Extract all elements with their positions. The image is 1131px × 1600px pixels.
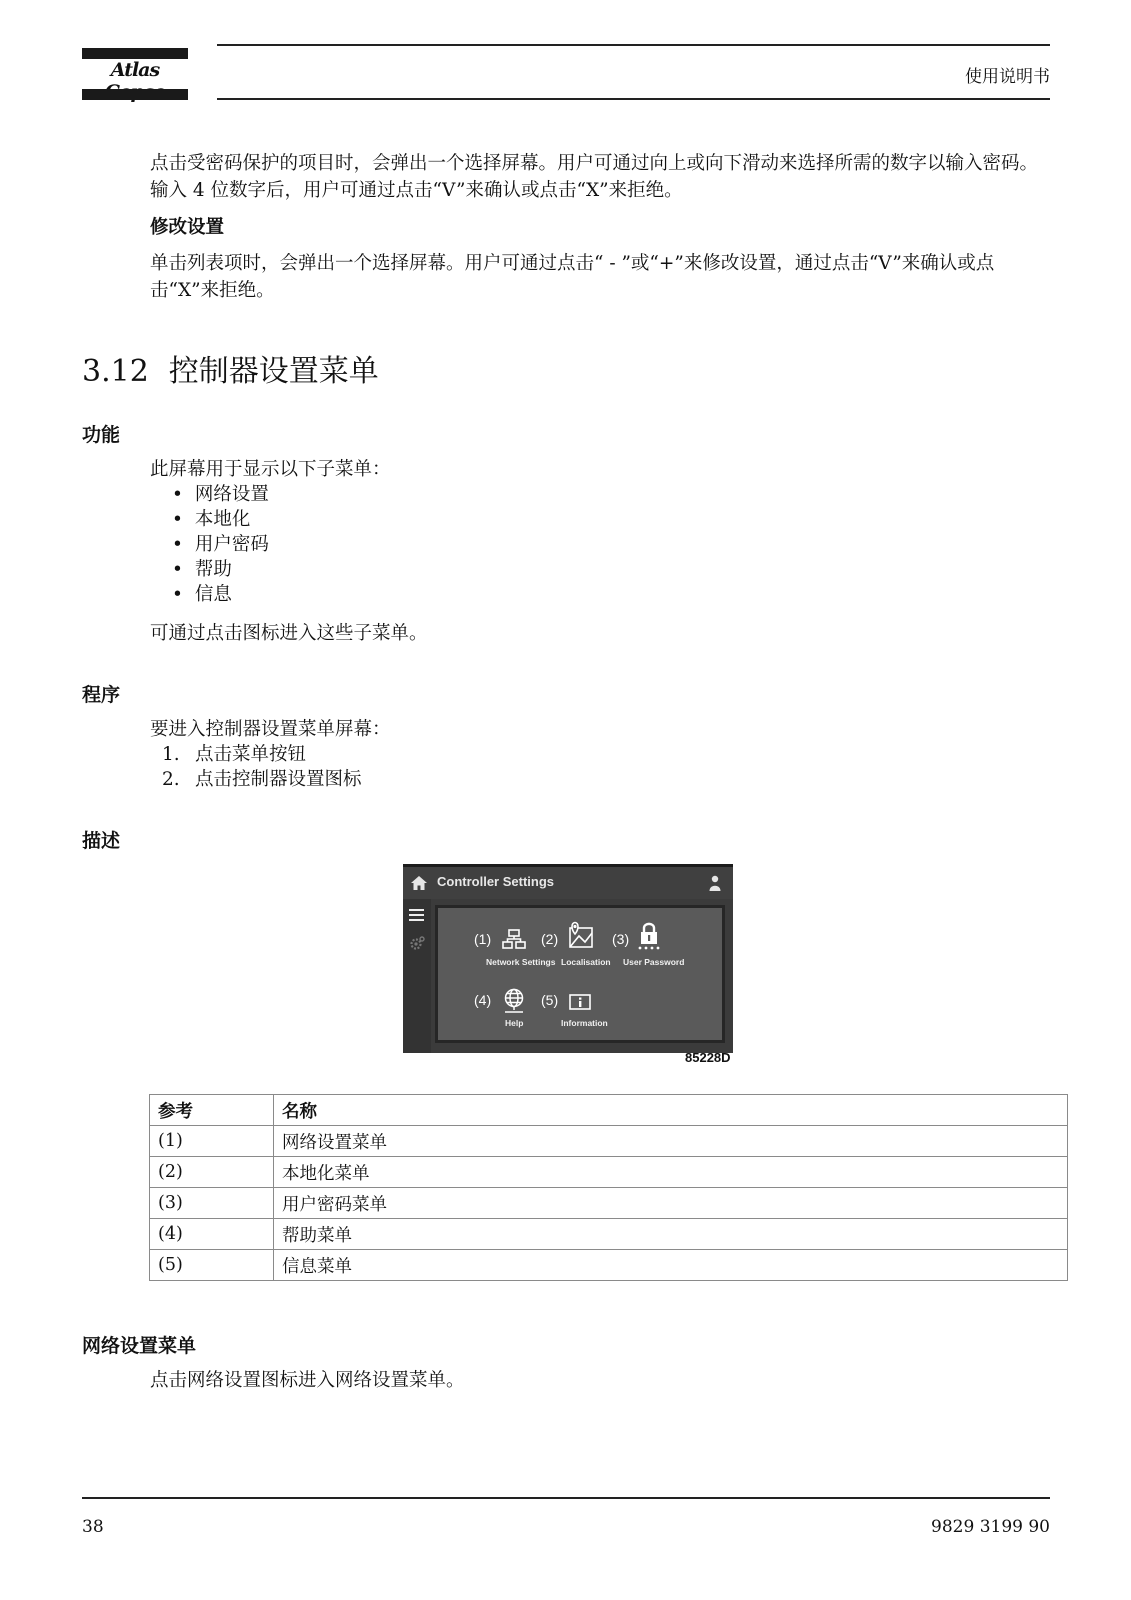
table-row xyxy=(150,1157,1068,1188)
ref-cell: (4) xyxy=(150,1219,274,1250)
item-label: Localisation xyxy=(561,957,611,967)
modify-settings-heading: 修改设置 xyxy=(150,217,225,238)
intro-paragraph-1: 点击受密码保护的项目时，会弹出一个选择屏幕。用户可通过向上或向下滑动来选择所需的数字以输入密码。输入 4 位数字后，用户可通过点击“V”来确认或点击“X”来拒绝。 xyxy=(150,153,1039,201)
figure-code: 85228D xyxy=(685,1050,731,1065)
table-row xyxy=(150,1219,1068,1250)
procedure-lead: 要进入控制器设置菜单屏幕： xyxy=(150,719,391,740)
map-pin-icon[interactable] xyxy=(568,921,594,949)
name-cell: 帮助菜单 xyxy=(274,1219,1068,1250)
item-number: (2) xyxy=(541,931,559,947)
function-note: 可通过点击图标进入这些子菜单。 xyxy=(150,623,428,644)
name-cell: 信息菜单 xyxy=(274,1250,1068,1281)
list-item: • 帮助 xyxy=(172,557,269,582)
item-label: User Password xyxy=(623,957,685,967)
description-heading: 描述 xyxy=(82,830,121,852)
table-row xyxy=(150,1250,1068,1281)
lock-icon[interactable] xyxy=(636,921,662,951)
ref-cell: (1) xyxy=(150,1126,274,1157)
step-text: 点击菜单按钮 xyxy=(195,744,307,765)
list-item: • 信息 xyxy=(172,582,269,607)
footer-rule xyxy=(82,1497,1050,1499)
ref-cell: (3) xyxy=(150,1188,274,1219)
section-number: 3.12 xyxy=(82,354,149,389)
screen-title-bar xyxy=(403,867,733,899)
procedure-heading: 程序 xyxy=(82,684,121,706)
info-icon[interactable] xyxy=(569,994,591,1010)
item-number: (4) xyxy=(474,992,492,1008)
document-number: 9829 3199 90 xyxy=(931,1517,1050,1537)
name-cell: 本地化菜单 xyxy=(274,1157,1068,1188)
name-cell: 用户密码菜单 xyxy=(274,1188,1068,1219)
settings-panel xyxy=(435,905,725,1043)
list-item xyxy=(162,767,362,792)
section-title-text: 控制器设置菜单 xyxy=(168,354,379,389)
item-number: (3) xyxy=(612,931,630,947)
intro-paragraph-2: 单击列表项时，会弹出一个选择屏幕。用户可通过点击“ - ”或“+”来修改设置，通过点击“V”来确认或点击“X”来拒绝。 xyxy=(150,253,995,301)
header-rule-bottom xyxy=(217,98,1050,100)
page-number: 38 xyxy=(82,1517,104,1537)
logo-bar-bottom xyxy=(82,89,188,100)
reference-table xyxy=(149,1094,1068,1281)
item-label: Information xyxy=(561,1018,608,1028)
function-lead: 此屏幕用于显示以下子菜单： xyxy=(150,459,391,480)
list-item: • 用户密码 xyxy=(172,532,269,557)
header-name: 名称 xyxy=(274,1095,1068,1126)
header-rule-top xyxy=(217,44,1050,46)
document-type: 使用说明书 xyxy=(965,67,1050,87)
ref-cell: (2) xyxy=(150,1157,274,1188)
section-title xyxy=(82,346,379,390)
submenu-list xyxy=(172,482,269,607)
user-icon xyxy=(709,875,721,891)
list-item: • 网络设置 xyxy=(172,482,269,507)
table-row xyxy=(150,1188,1068,1219)
network-menu-text: 点击网络设置图标进入网络设置菜单。 xyxy=(150,1370,465,1391)
name-cell: 网络设置菜单 xyxy=(274,1126,1068,1157)
globe-icon[interactable] xyxy=(502,988,526,1014)
ref-cell: (5) xyxy=(150,1250,274,1281)
table-header-row xyxy=(150,1095,1068,1126)
screen-sidebar xyxy=(403,899,431,1053)
controller-settings-screenshot xyxy=(403,864,733,1053)
item-number: (1) xyxy=(474,931,492,947)
procedure-steps xyxy=(162,742,362,792)
gear-icon xyxy=(409,935,425,951)
list-item xyxy=(162,742,362,767)
table-row xyxy=(150,1126,1068,1157)
function-heading: 功能 xyxy=(82,424,121,446)
step-number: 1. xyxy=(162,744,180,765)
brand-logo: Atlas xyxy=(110,59,160,81)
header-ref: 参考 xyxy=(150,1095,274,1126)
item-label: Network Settings xyxy=(486,957,556,967)
screen-title: Controller Settings xyxy=(437,874,555,889)
list-item: • 本地化 xyxy=(172,507,269,532)
item-label: Help xyxy=(505,1018,524,1028)
step-text: 点击控制器设置图标 xyxy=(195,769,362,790)
network-icon[interactable] xyxy=(502,929,526,949)
item-number: (5) xyxy=(541,992,559,1008)
menu-icon xyxy=(409,909,424,921)
home-icon xyxy=(411,876,427,890)
step-number: 2. xyxy=(162,769,180,790)
logo-bar-top xyxy=(82,48,188,59)
network-menu-heading: 网络设置菜单 xyxy=(82,1335,197,1357)
